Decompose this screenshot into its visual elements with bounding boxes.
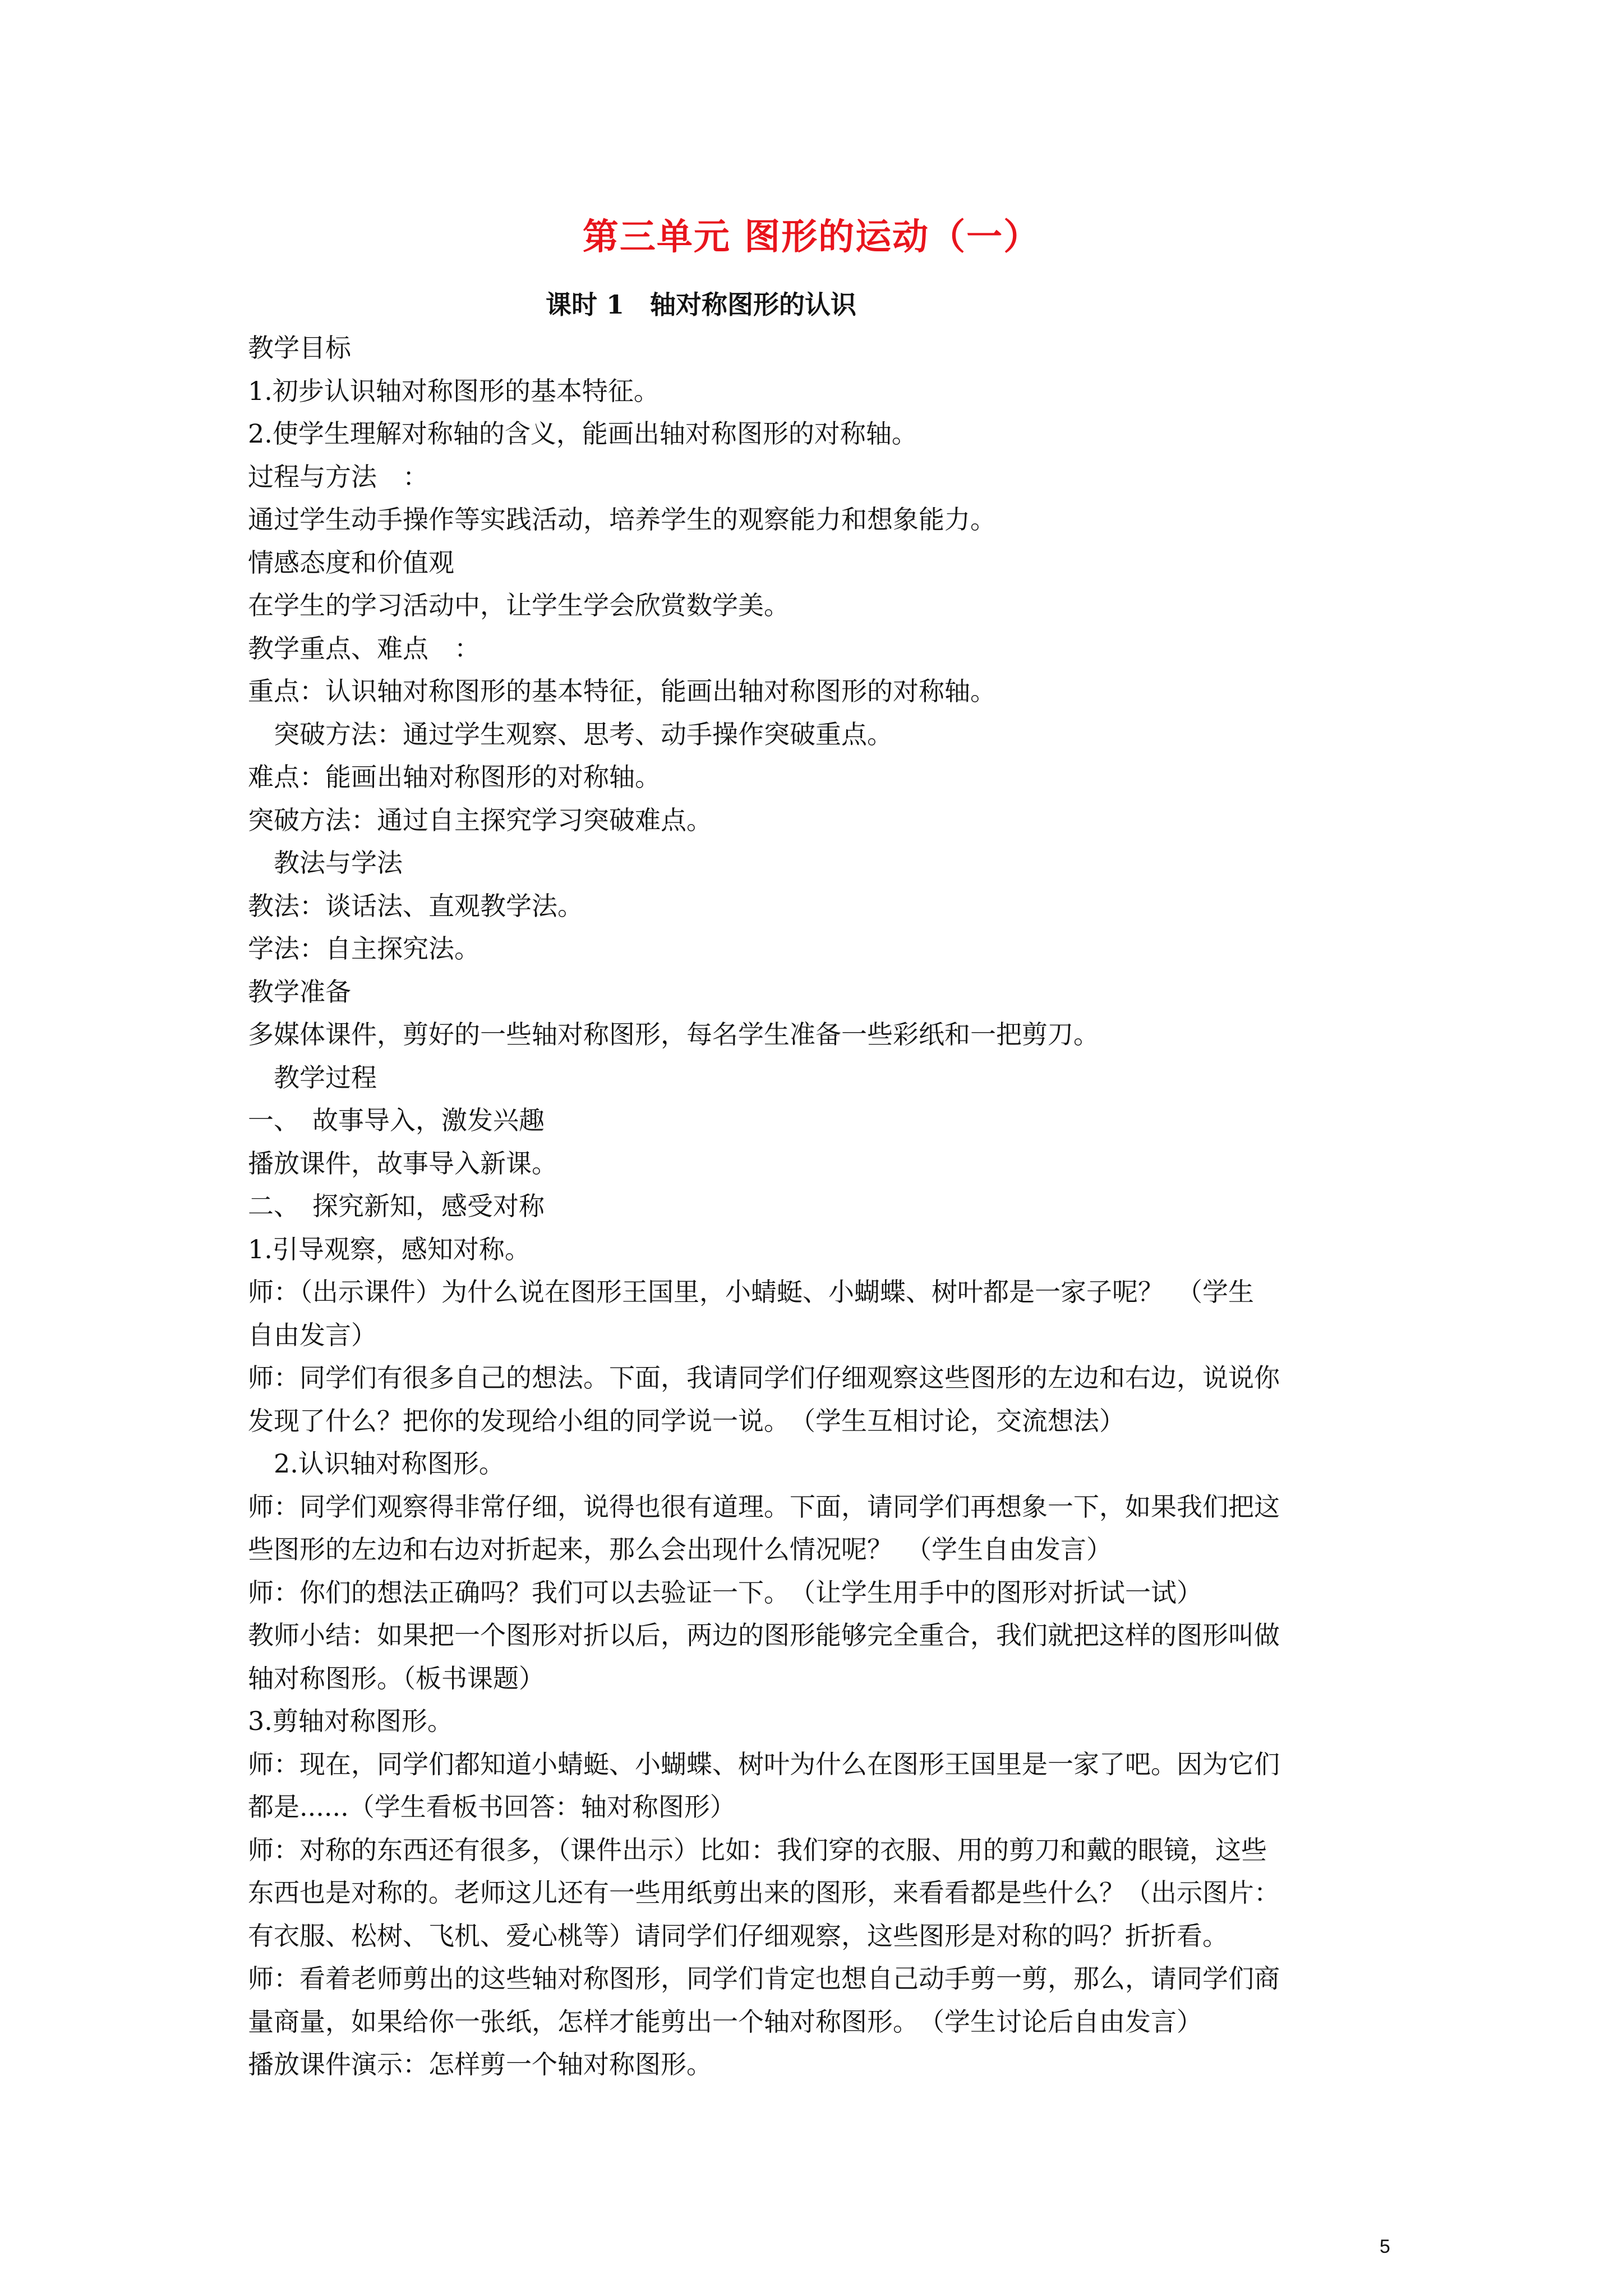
body-line: 播放课件演示：怎样剪一个轴对称图形。 xyxy=(248,2049,712,2079)
body-line: 自由发言） xyxy=(248,1319,377,1350)
lesson-body xyxy=(248,326,1392,2086)
section-heading: 教法与学法 xyxy=(274,848,403,878)
body-line: 师：（出示课件）为什么说在图形王国里，小蜻蜓、小蝴蝶、树叶都是一家子呢？ （学生 xyxy=(248,1277,1254,1307)
body-line: 师：同学们观察得非常仔细，说得也很有道理。下面，请同学们再想象一下，如果我们把这 xyxy=(248,1491,1280,1522)
body-line: 师：同学们有很多自己的想法。下面，我请同学们仔细观察这些图形的左边和右边，说说你 xyxy=(248,1363,1280,1393)
section-heading: 过程与方法 ： xyxy=(248,461,428,492)
body-line: 在学生的学习活动中，让学生学会欣赏数学美。 xyxy=(248,590,790,620)
body-line: 2.使学生理解对称轴的含义，能画出轴对称图形的对称轴。 xyxy=(248,418,917,449)
body-line: 发现了什么？把你的发现给小组的同学说一说。 （学生互相讨论，交流想法） xyxy=(248,1405,1125,1436)
body-line: 些图形的左边和右边对折起来，那么会出现什么情况呢？ （学生自由发言） xyxy=(248,1534,1112,1565)
body-line: 1.初步认识轴对称图形的基本特征。 xyxy=(248,375,660,406)
section-heading: 教学准备 xyxy=(248,976,351,1007)
step-heading: 二、 探究新知，感受对称 xyxy=(248,1191,545,1221)
body-line: 有衣服、松树、飞机、爱心桃等）请同学们仔细观察，这些图形是对称的吗？折折看。 xyxy=(248,1920,1228,1951)
body-line: 学法：自主探究法。 xyxy=(248,933,480,964)
unit-title: 第三单元 图形的运动（一） xyxy=(582,216,1041,258)
body-line: 教师小结：如果把一个图形对折以后，两边的图形能够完全重合，我们就把这样的图形叫做 xyxy=(248,1620,1280,1650)
page-number: 5 xyxy=(1380,2236,1390,2257)
body-line: 师：现在，同学们都知道小蜻蜓、小蝴蝶、树叶为什么在图形王国里是一家了吧。因为它们 xyxy=(248,1749,1280,1779)
body-line: 重点：认识轴对称图形的基本特征，能画出轴对称图形的对称轴。 xyxy=(248,676,996,706)
lesson-subtitle: 课时 1 轴对称图形的认识 xyxy=(545,289,857,320)
body-line: 多媒体课件，剪好的一些轴对称图形，每名学生准备一些彩纸和一把剪刀。 xyxy=(248,1019,1099,1050)
section-heading: 教学重点、难点 ： xyxy=(248,633,480,664)
body-line: 东西也是对称的。老师这儿还有一些用纸剪出来的图形，来看看都是些什么？（出示图片： xyxy=(248,1878,1280,1908)
body-line: 突破方法：通过学生观察、思考、动手操作突破重点。 xyxy=(274,719,893,749)
body-line: 3.剪轴对称图形。 xyxy=(248,1706,453,1736)
body-line: 师：看着老师剪出的这些轴对称图形，同学们肯定也想自己动手剪一剪，那么，请同学们商 xyxy=(248,1963,1280,1994)
body-line: 都是......（学生看板书回答：轴对称图形） xyxy=(248,1792,736,1822)
step-heading: 一、 故事导入，激发兴趣 xyxy=(248,1105,545,1135)
body-line: 难点：能画出轴对称图形的对称轴。 xyxy=(248,762,661,792)
body-line: 1.引导观察，感知对称。 xyxy=(248,1234,531,1264)
section-heading: 教学目标 xyxy=(248,333,351,363)
body-line: 量商量，如果给你一张纸，怎样才能剪出一个轴对称图形。 （学生讨论后自由发言） xyxy=(248,2006,1202,2037)
body-line: 轴对称图形。（板书课题） xyxy=(248,1663,545,1694)
body-line: 师：你们的想法正确吗？我们可以去验证一下。 （让学生用手中的图形对折试一试） xyxy=(248,1577,1202,1608)
body-line: 师：对称的东西还有很多，（课件出示）比如：我们穿的衣服、用的剪刀和戴的眼镜，这些 xyxy=(248,1834,1267,1865)
body-line: 突破方法：通过自主探究学习突破难点。 xyxy=(248,804,712,835)
body-line: 播放课件，故事导入新课。 xyxy=(248,1148,557,1179)
section-heading: 教学过程 xyxy=(274,1062,377,1093)
body-line: 通过学生动手操作等实践活动，培养学生的观察能力和想象能力。 xyxy=(248,504,996,535)
body-line: 2.认识轴对称图形。 xyxy=(274,1448,505,1479)
section-heading: 情感态度和价值观 xyxy=(248,547,454,578)
body-line: 教法：谈话法、直观教学法。 xyxy=(248,890,583,921)
